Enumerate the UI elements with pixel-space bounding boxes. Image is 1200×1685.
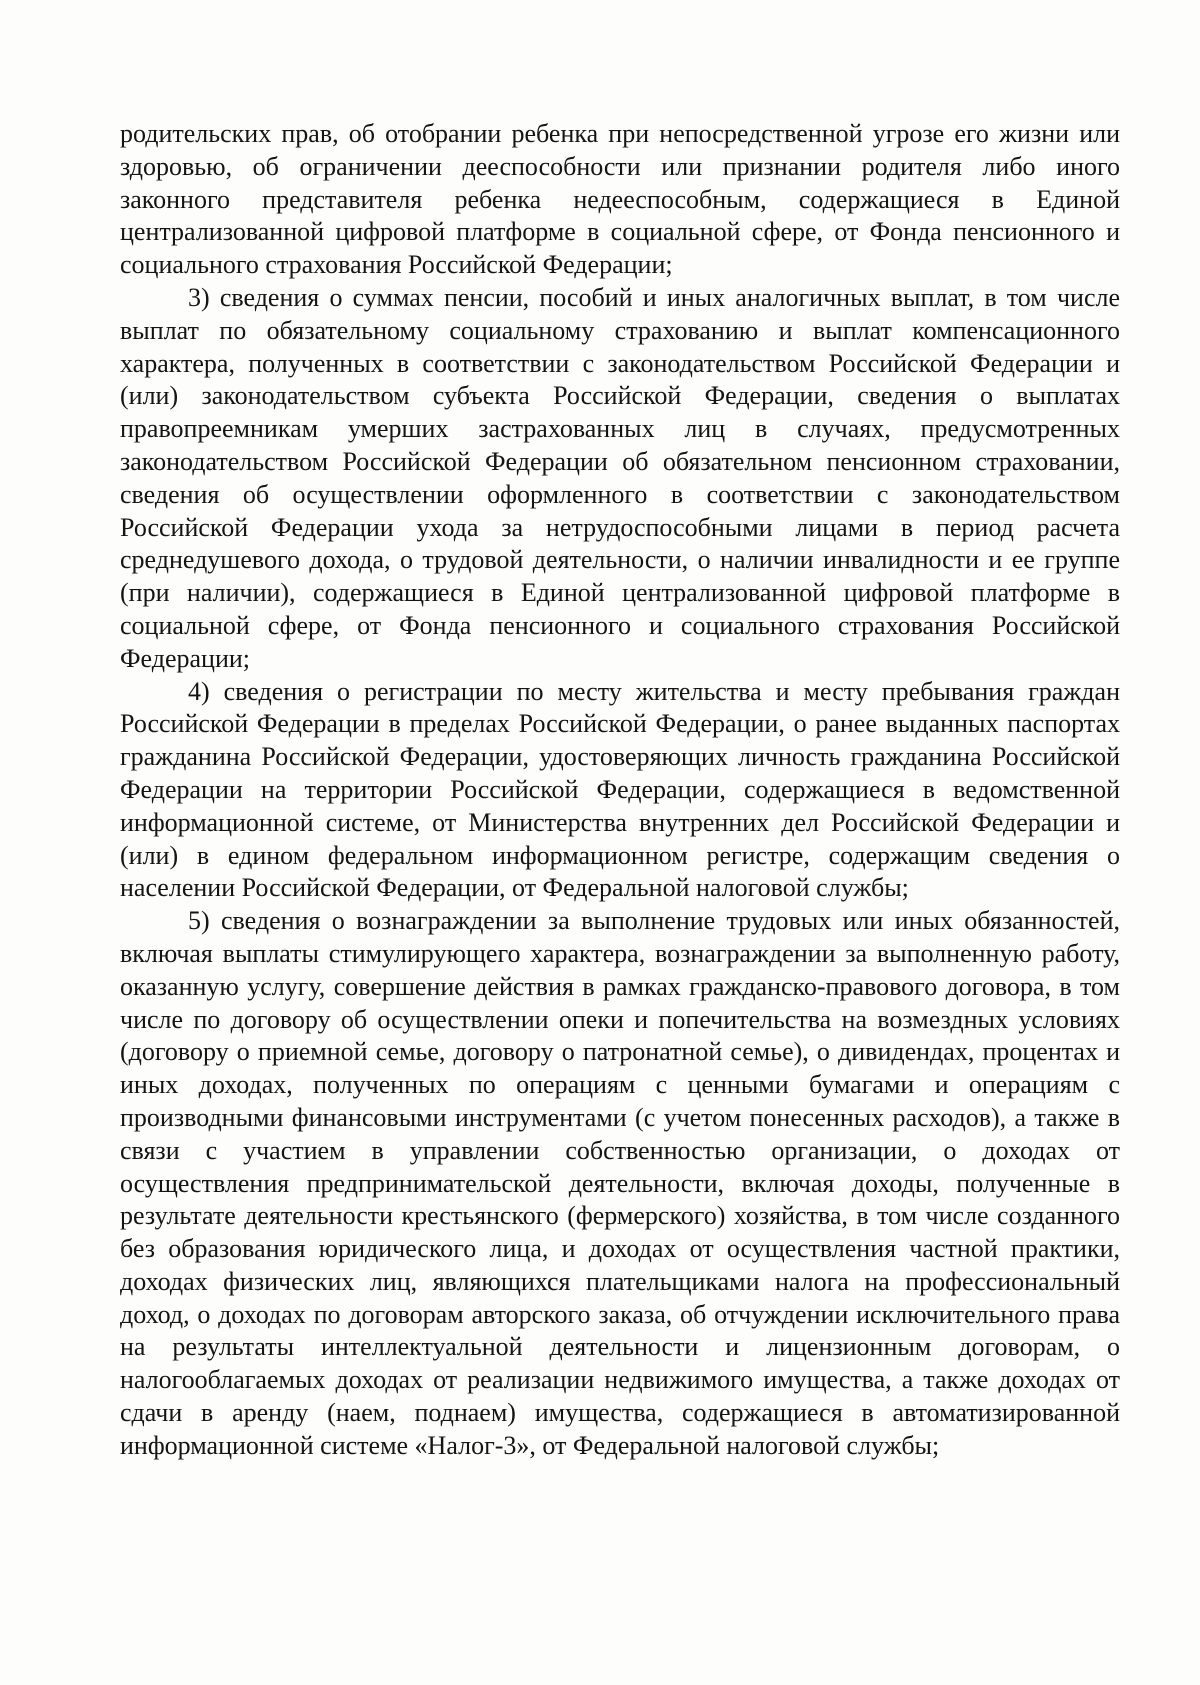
paragraph-item-4: 4) сведения о регистрации по месту жительства и месту пребывания граждан Российской Федерации в пределах Российской Федерации, о ранее выданных паспортах гражданина Российской Федерации, удостоверяющих личность гражданина Российской Федерации на территории Российской Федерации, содержащиеся в ведомственной информационной системе, от Министерства внутренних дел Российской Федерации и (или) в едином федеральном информационном регистре, содержащим сведения о населении Российской Федерации, от Федеральной налоговой службы; bbox=[120, 676, 1120, 903]
paragraph-item-5: 5) сведения о вознаграждении за выполнение трудовых или иных обязанностей, включая выплаты стимулирующего характера, вознаграждении за выполненную работу, оказанную услугу, совершение действия в рамках гражданско-правового договора, в том числе по договору об осуществлении опеки и попечительства на возмездных условиях (договору о приемной семье, договору о патронатной семье), о дивидендах, процентах и иных доходах, полученных по операциям с ценными бумагами и операциям с производными финансовыми инструментами (с учетом понесенных расходов), а также в связи с участием в управлении собственностью организации, о доходах от осуществления предпринимательской деятельности, включая доходы, полученные в результате деятельности крестьянского (фермерского) хозяйства, в том числе созданного без образования юридического лица, и доходах от осуществления частной практики, доходах физических лиц, являющихся плательщиками налога на профессиональный доход, о доходах по договорам авторского заказа, об отчуждении исключительного права на результаты интеллектуальной деятельности и лицензионным договорам, о налогооблагаемых доходах от реализации недвижимого имущества, а также доходах от сдачи в аренду (наем, поднаем) имущества, содержащиеся в автоматизированной информационной системе «Налог-3», от Федеральной налоговой службы; bbox=[120, 906, 1120, 1460]
paragraph-continuation: родительских прав, об отобрании ребенка при непосредственной угрозе его жизни или здоровью, об ограничении дееспособности или признании родителя либо иного законного представителя ребенка недееспособным, содержащиеся в Единой централизованной цифровой платформе в социальной сфере, от Фонда пенсионного и социального страхования Российской Федерации; bbox=[120, 119, 1120, 280]
paragraph-item-3: 3) сведения о суммах пенсии, пособий и иных аналогичных выплат, в том числе выплат по обязательному социальному страхованию и выплат компенсационного характера, полученных в соответствии с законодательством Российской Федерации и (или) законодательством субъекта Российской Федерации, сведения о выплатах правопреемникам умерших застрахованных лиц в случаях, предусмотренных законодательством Российской Федерации об обязательном пенсионном страховании, сведения об осуществлении оформленного в соответствии с законодательством Российской Федерации ухода за нетрудоспособными лицами в период расчета среднедушевого дохода, о трудовой деятельности, о наличии инвалидности и ее группе (при наличии), содержащиеся в Единой централизованной цифровой платформе в социальной сфере, от Фонда пенсионного и социального страхования Российской Федерации; bbox=[120, 282, 1120, 673]
document-body bbox=[120, 118, 1120, 1463]
